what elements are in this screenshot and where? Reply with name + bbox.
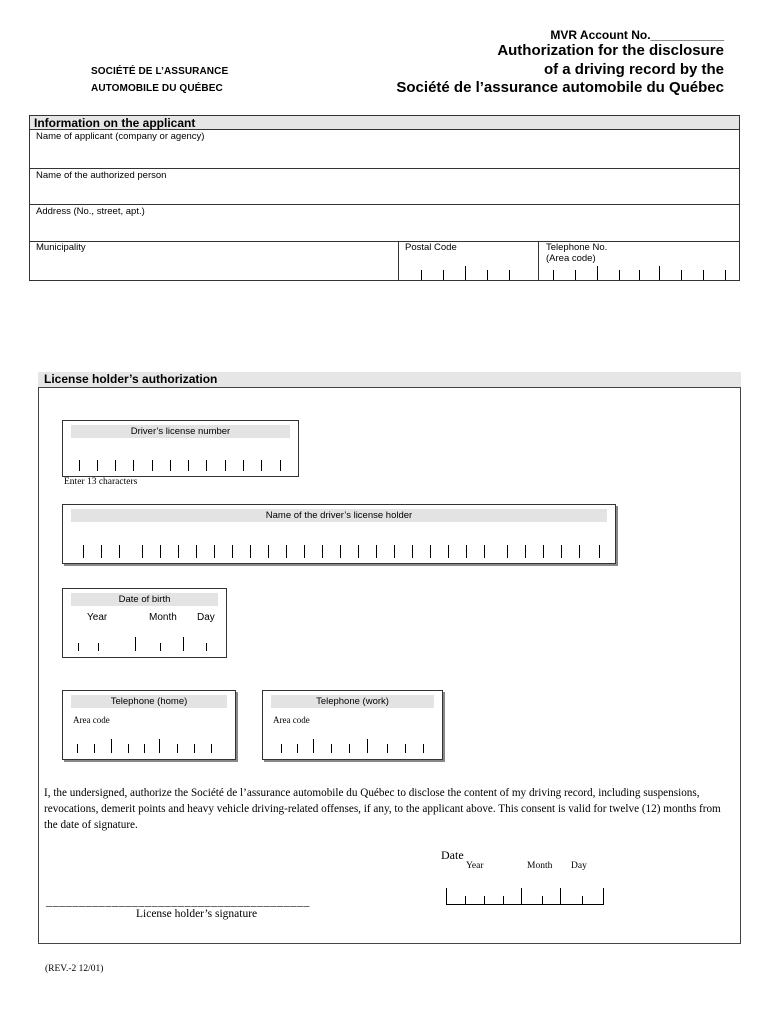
tick — [183, 637, 184, 651]
tick — [79, 460, 80, 471]
tick — [466, 545, 467, 558]
tick — [560, 888, 561, 905]
tick — [119, 545, 120, 558]
tick — [128, 744, 129, 753]
tick — [521, 888, 522, 905]
tick — [349, 744, 350, 753]
tick — [659, 266, 660, 280]
tick — [487, 270, 488, 280]
date-of-birth-field[interactable] — [62, 588, 227, 658]
tick — [178, 545, 179, 558]
tick — [196, 545, 197, 558]
license-number-label: Driver’s license number — [71, 425, 290, 438]
municipality-field[interactable] — [30, 241, 398, 280]
telephone-label: Telephone No. — [546, 242, 608, 253]
license-number-hint: Enter 13 characters — [64, 477, 138, 487]
tick — [286, 545, 287, 558]
tick — [142, 545, 143, 558]
tick — [280, 460, 281, 471]
signature-date-day-label: Day — [571, 861, 587, 871]
tick — [405, 744, 406, 753]
applicant-name-label: Name of applicant (company or agency) — [36, 131, 205, 142]
applicant-section-title: Information on the applicant — [30, 116, 739, 130]
tick — [430, 545, 431, 558]
tick — [313, 739, 314, 753]
tick — [597, 266, 598, 280]
mvr-account-number: MVR Account No.___________ — [550, 28, 724, 42]
authorization-section-title: License holder’s authorization — [44, 372, 218, 386]
municipality-label: Municipality — [36, 242, 86, 253]
tick — [331, 744, 332, 753]
tick — [448, 545, 449, 558]
tick — [268, 545, 269, 558]
tick — [281, 744, 282, 753]
tick — [525, 545, 526, 558]
tick — [211, 744, 212, 753]
postal-code-field[interactable] — [398, 241, 539, 280]
tick — [340, 545, 341, 558]
area-code-label: (Area code) — [546, 253, 596, 264]
tick — [77, 744, 78, 753]
form-title-line3: Société de l’assurance automobile du Québec — [396, 79, 724, 96]
tick — [159, 739, 160, 753]
tick — [681, 270, 682, 280]
tick — [443, 270, 444, 280]
tick — [135, 637, 136, 651]
tick — [465, 266, 466, 280]
tick — [503, 896, 504, 905]
tick — [225, 460, 226, 471]
tick — [261, 460, 262, 471]
date-baseline — [446, 904, 604, 905]
consent-paragraph: I, the undersigned, authorize the Société de l’assurance automobile du Québec to disclose the content of my driving record, including suspensions, revocations, demerit points and heavy vehicle driving-related offenses, if any, to the applicant above. This consent is valid for twelve (12) months from the date of signature. — [44, 787, 721, 831]
postal-code-ticks — [399, 266, 539, 280]
tick — [484, 545, 485, 558]
telephone-work-area-code-label: Area code — [273, 715, 310, 725]
org-name-line1: SOCIÉTÉ DE L’ASSURANCE — [91, 66, 229, 77]
tick — [304, 545, 305, 558]
tick — [322, 545, 323, 558]
tick — [561, 545, 562, 558]
tick — [97, 460, 98, 471]
tick — [509, 270, 510, 280]
tick — [98, 643, 99, 651]
dob-month-label: Month — [149, 612, 177, 623]
tick — [603, 888, 604, 905]
org-name-line2: AUTOMOBILE DU QUÉBEC — [91, 83, 223, 94]
tick — [619, 270, 620, 280]
tick — [367, 739, 368, 753]
telephone-work-ticks — [263, 739, 442, 753]
tick — [575, 270, 576, 280]
tick — [177, 744, 178, 753]
tick — [394, 545, 395, 558]
signature-date-year-label: Year — [466, 861, 484, 871]
tick — [412, 545, 413, 558]
tick — [111, 739, 112, 753]
tick — [639, 270, 640, 280]
address-field[interactable] — [30, 204, 739, 242]
tick — [579, 545, 580, 558]
tick — [133, 460, 134, 471]
holder-name-ticks — [63, 545, 615, 558]
signature-date-month-label: Month — [527, 861, 553, 871]
telephone-work-field[interactable] — [262, 690, 443, 760]
dob-ticks — [63, 637, 226, 651]
authorization-section-header — [38, 372, 741, 388]
tick — [599, 545, 600, 558]
authorized-person-label: Name of the authorized person — [36, 170, 167, 181]
tick — [387, 744, 388, 753]
tick — [115, 460, 116, 471]
telephone-home-label: Telephone (home) — [71, 695, 227, 708]
address-label: Address (No., street, apt.) — [36, 206, 145, 217]
license-number-field[interactable] — [62, 420, 299, 477]
tick — [206, 643, 207, 651]
tick — [206, 460, 207, 471]
tick — [160, 545, 161, 558]
signature-date-field[interactable] — [446, 888, 604, 905]
tick — [358, 545, 359, 558]
dob-year-label: Year — [87, 612, 108, 623]
applicant-section — [29, 115, 740, 281]
telephone-ticks — [539, 266, 740, 280]
tick — [297, 744, 298, 753]
dob-day-label: Day — [197, 612, 215, 623]
tick — [421, 270, 422, 280]
form-title-line2: of a driving record by the — [543, 61, 724, 78]
holder-name-label: Name of the driver’s license holder — [71, 509, 607, 522]
tick — [194, 744, 195, 753]
authorized-person-field[interactable] — [30, 168, 739, 205]
tick — [83, 545, 84, 558]
tick — [243, 460, 244, 471]
tick — [250, 545, 251, 558]
tick — [152, 460, 153, 471]
tick — [144, 744, 145, 753]
telephone-work-label: Telephone (work) — [271, 695, 434, 708]
telephone-home-ticks — [63, 739, 235, 753]
tick — [543, 545, 544, 558]
tick — [170, 460, 171, 471]
license-number-ticks — [63, 460, 298, 471]
date-of-birth-label: Date of birth — [71, 593, 218, 606]
holder-name-field[interactable] — [62, 504, 616, 564]
telephone-home-area-code-label: Area code — [73, 715, 110, 725]
tick — [542, 896, 543, 905]
tick — [214, 545, 215, 558]
applicant-name-field[interactable] — [30, 130, 739, 169]
tick — [507, 545, 508, 558]
tick — [465, 896, 466, 905]
tick — [582, 896, 583, 905]
tick — [160, 643, 161, 651]
revision-note: (REV.-2 12/01) — [45, 964, 104, 974]
tick — [94, 744, 95, 753]
tick — [188, 460, 189, 471]
tick — [232, 545, 233, 558]
tick — [484, 896, 485, 905]
signature-label: License holder’s signature — [136, 908, 258, 920]
tick — [78, 643, 79, 651]
postal-code-label: Postal Code — [405, 242, 457, 253]
tick — [553, 270, 554, 280]
form-title-line1: Authorization for the disclosure — [497, 42, 724, 59]
signature-line[interactable]: ________________________________________ — [46, 894, 310, 908]
signature-date-label: Date — [441, 848, 464, 862]
tick — [725, 270, 726, 280]
tick — [101, 545, 102, 558]
tick — [376, 545, 377, 558]
tick — [423, 744, 424, 753]
tick — [446, 888, 447, 905]
telephone-home-field[interactable] — [62, 690, 236, 760]
tick — [703, 270, 704, 280]
telephone-field[interactable] — [538, 241, 740, 280]
